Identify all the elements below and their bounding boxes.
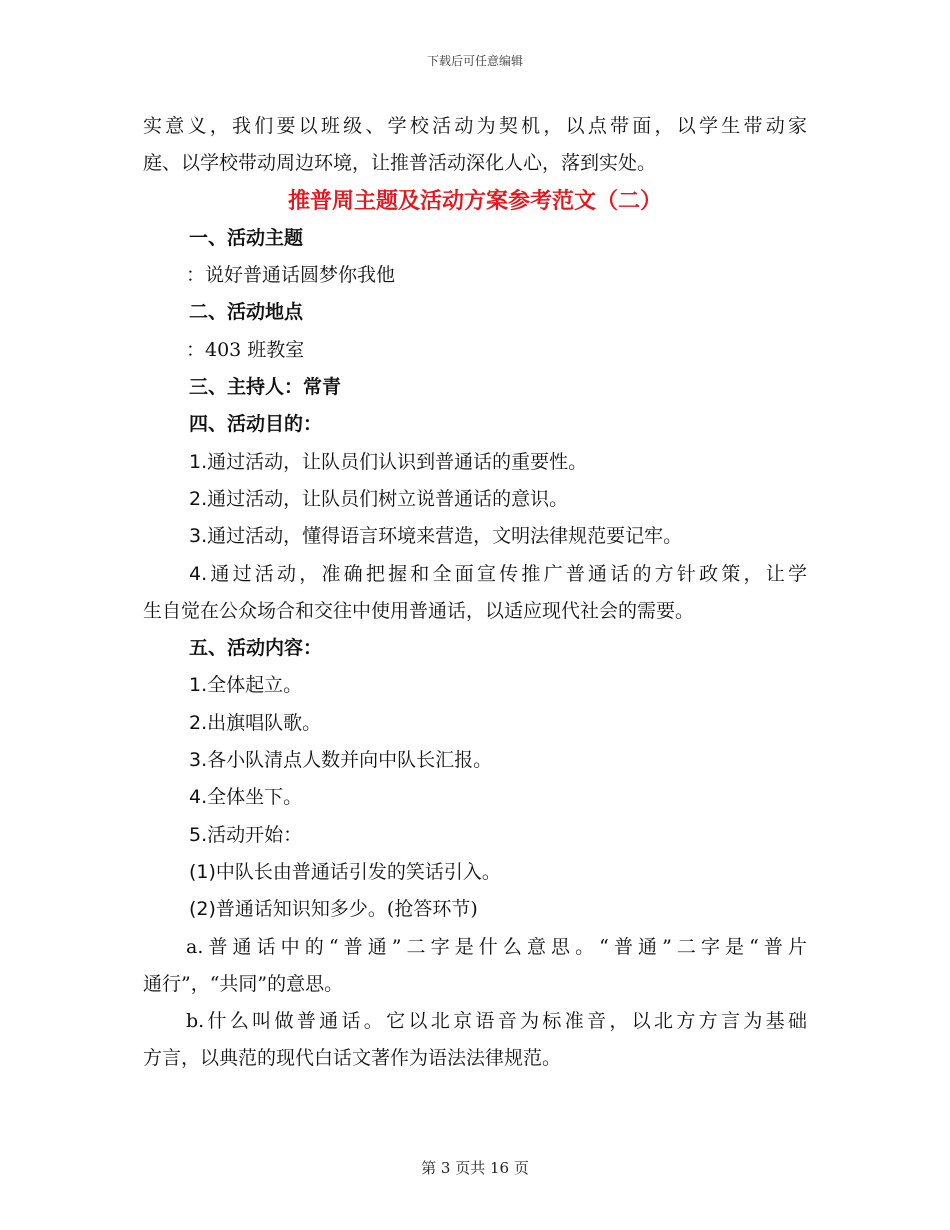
goal-number: 2. [189,487,208,510]
question-a-continued: 通行”，“共同”的意思。 [143,972,344,995]
content-number: 1. [189,674,208,697]
content-text: 活动开始： [207,823,303,846]
goal-number: 3. [189,525,208,548]
page-footer: 第 3 页共 16 页 [421,1159,529,1177]
question-b: b.什么叫做普通话。它以北京语音为标准音，以北方方言为基础 [186,1010,807,1033]
content-item [143,667,807,704]
theme-text: ：说好普通话圆梦你我他 [186,264,396,287]
sub-item-number: (1) [189,860,216,883]
goal-item [143,556,807,593]
sub-item [143,891,807,928]
content-text: 全体坐下。 [207,786,303,809]
content-item [143,817,807,854]
sub-item [143,854,807,891]
content-item [143,779,807,816]
content-number: 3. [189,749,208,772]
content-number: 5. [189,823,208,846]
paragraph-line: 实意义，我们要以班级、学校活动为契机，以点带面，以学生带动家 [143,115,807,137]
section-title: 推普周主题及活动方案参考范文（二） [287,187,662,214]
goal-item [143,481,807,518]
heading-theme: 一、活动主题 [189,226,304,249]
goal-text: 通过活动，懂得语言环境来营造，文明法律规范要记牢。 [207,525,683,548]
content-text: 各小队清点人数并向中队长汇报。 [207,749,493,772]
sub-item-text: 中队长由普通话引发的笑话引入。 [215,860,501,883]
content-number: 4. [189,786,208,809]
goal-text: 通过活动，让队员们认识到普通话的重要性。 [207,450,588,473]
location-text: ：403 班教室 [186,338,305,361]
heading-goals: 四、活动目的： [189,413,323,436]
heading-content: 五、活动内容： [189,637,323,660]
content-text: 全体起立。 [207,674,303,697]
goal-text: 通过活动，让队员们树立说普通话的意识。 [207,487,569,510]
content-item [143,742,807,779]
content-item [143,705,807,742]
heading-host: 三、主持人：常青 [189,376,342,399]
content-number: 2. [189,711,208,734]
goal-number: 1. [189,450,208,473]
sub-item-number: (2) [189,898,216,921]
page-header: 下载后可任意编辑 [426,54,523,68]
paragraph-line: 庭、以学校带动周边环境，让推普活动深化人心，落到实处。 [143,152,657,175]
sub-item-text: 普通话知识知多少。(抢答环节) [215,898,478,921]
document-body [143,108,807,1078]
question-a: a.普通话中的“普通”二字是什么意思。“普通”二字是“普片 [186,935,807,958]
content-text: 出旗唱队歌。 [207,711,322,734]
heading-location: 二、活动地点 [189,301,304,324]
goal-number: 4. [189,562,208,585]
goal-item-continued: 生自觉在公众场合和交往中使用普通话，以适应现代社会的需要。 [143,599,695,622]
question-b-continued: 方言，以典范的现代白话文著作为语法法律规范。 [143,1047,562,1070]
goal-item [143,444,807,481]
goal-item [143,518,807,555]
goal-text: 通过活动，准确把握和全面宣传推广普通话的方针政策，让学 [207,562,807,585]
